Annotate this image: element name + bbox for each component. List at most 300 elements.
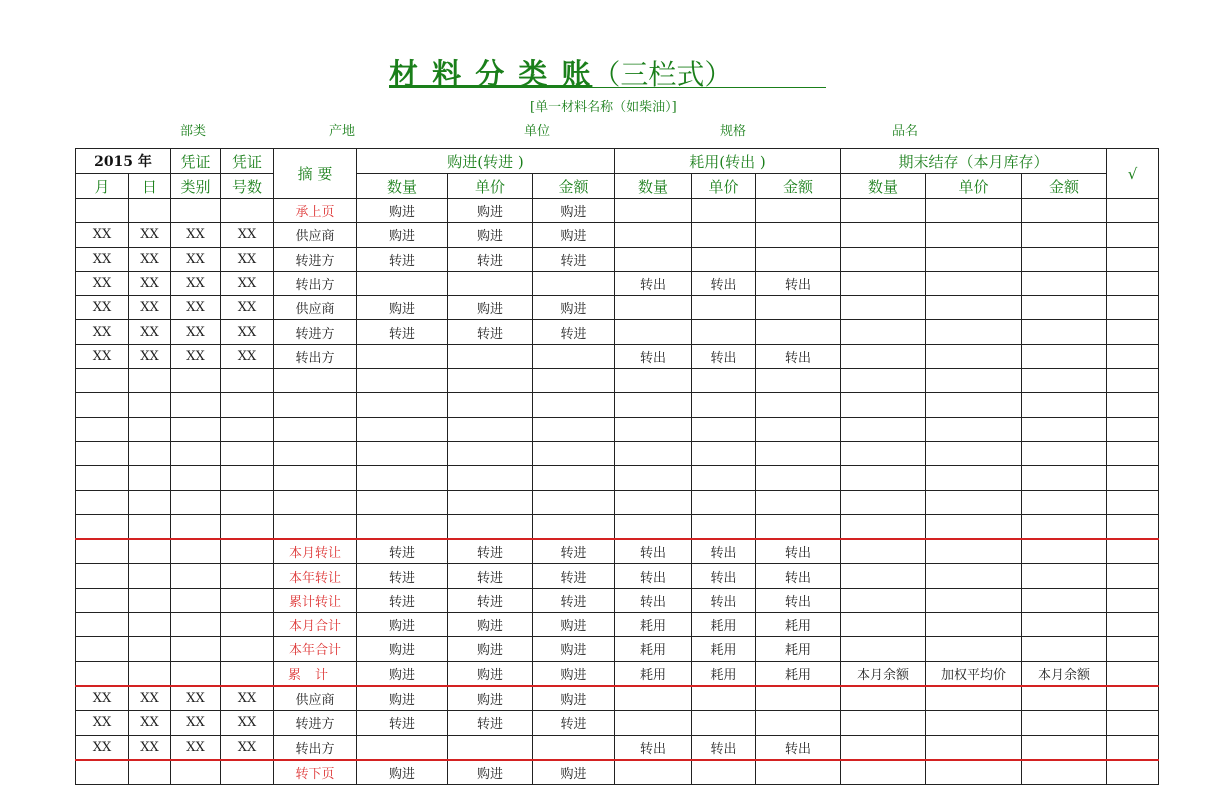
table-cell — [926, 637, 1022, 661]
table-cell — [756, 369, 841, 393]
table-cell: XX — [171, 247, 221, 271]
table-cell — [221, 613, 274, 637]
table-cell: XX — [171, 320, 221, 344]
table-cell — [615, 466, 692, 490]
table-cell — [533, 441, 615, 465]
table-cell — [221, 637, 274, 661]
header-ending-price: 单价 — [926, 174, 1022, 199]
table-cell — [1107, 490, 1159, 514]
table-cell — [1107, 686, 1159, 711]
table-cell: XX — [221, 223, 274, 247]
table-cell — [1022, 393, 1107, 417]
table-cell — [926, 735, 1022, 760]
table-cell: 转下页 — [274, 760, 357, 785]
table-cell: 转出 — [615, 735, 692, 760]
table-row — [76, 539, 1159, 564]
meta-origin: 产地 — [329, 124, 356, 139]
table-cell — [1022, 760, 1107, 785]
table-cell — [1022, 711, 1107, 735]
header-voucher-no-2: 号数 — [221, 174, 274, 199]
table-cell — [448, 393, 533, 417]
table-cell: XX — [129, 735, 171, 760]
table-cell: 购进 — [533, 661, 615, 686]
table-cell — [926, 490, 1022, 514]
table-cell: 转进 — [357, 539, 448, 564]
table-cell — [1022, 466, 1107, 490]
table-cell: 转出 — [756, 344, 841, 368]
table-row — [76, 711, 1159, 735]
table-cell: XX — [171, 296, 221, 320]
table-cell: 转进 — [448, 588, 533, 612]
table-cell — [926, 613, 1022, 637]
table-cell — [171, 637, 221, 661]
table-cell — [76, 441, 129, 465]
table-cell — [692, 247, 756, 271]
header-day: 日 — [129, 174, 171, 199]
table-cell: 本月合计 — [274, 613, 357, 637]
table-cell — [1022, 588, 1107, 612]
table-cell — [1022, 735, 1107, 760]
table-cell: 本月转让 — [274, 539, 357, 564]
table-cell: 转出 — [692, 564, 756, 588]
table-cell: 耗用 — [692, 637, 756, 661]
header-ending-amount: 金额 — [1022, 174, 1107, 199]
table-cell — [692, 490, 756, 514]
table-cell — [1022, 564, 1107, 588]
header-purchase: 购进(转进 ) — [357, 149, 615, 174]
table-row — [76, 564, 1159, 588]
table-cell: XX — [129, 320, 171, 344]
table-cell — [615, 296, 692, 320]
table-cell — [692, 417, 756, 441]
table-cell: 购进 — [533, 686, 615, 711]
table-cell: XX — [171, 344, 221, 368]
table-row — [76, 514, 1159, 539]
table-row — [76, 588, 1159, 612]
table-cell — [926, 223, 1022, 247]
table-cell — [274, 466, 357, 490]
table-row — [76, 613, 1159, 637]
table-cell — [841, 539, 926, 564]
table-cell: 耗用 — [756, 661, 841, 686]
table-cell: 转进 — [357, 711, 448, 735]
table-cell — [221, 490, 274, 514]
table-cell: XX — [221, 247, 274, 271]
header-ending-qty: 数量 — [841, 174, 926, 199]
table-cell — [129, 441, 171, 465]
table-cell — [926, 369, 1022, 393]
table-cell — [533, 735, 615, 760]
table-cell — [357, 344, 448, 368]
table-cell — [129, 539, 171, 564]
table-cell: 转出 — [756, 271, 841, 295]
table-cell — [221, 199, 274, 223]
table-row — [76, 686, 1159, 711]
meta-dept: 部类 — [180, 124, 207, 139]
table-cell — [1022, 686, 1107, 711]
table-cell: XX — [221, 686, 274, 711]
table-cell — [756, 417, 841, 441]
table-cell: XX — [76, 711, 129, 735]
table-row — [76, 223, 1159, 247]
table-cell — [615, 393, 692, 417]
table-cell — [76, 514, 129, 539]
material-subtitle: [单一材料名称（如柴油）] — [530, 100, 677, 115]
table-row — [76, 661, 1159, 686]
table-cell — [926, 393, 1022, 417]
table-cell — [615, 369, 692, 393]
table-cell — [756, 320, 841, 344]
table-cell — [171, 393, 221, 417]
table-cell — [841, 320, 926, 344]
table-cell — [1022, 247, 1107, 271]
table-cell — [171, 199, 221, 223]
table-cell — [76, 613, 129, 637]
table-cell — [1022, 441, 1107, 465]
table-cell — [1107, 393, 1159, 417]
table-cell: 转进 — [357, 564, 448, 588]
table-cell: 耗用 — [615, 613, 692, 637]
table-cell: 本月余额 — [1022, 661, 1107, 686]
table-cell — [926, 539, 1022, 564]
table-cell — [221, 466, 274, 490]
table-cell: XX — [129, 271, 171, 295]
table-cell — [841, 760, 926, 785]
table-cell — [926, 686, 1022, 711]
table-cell: 累计转让 — [274, 588, 357, 612]
table-cell: 购进 — [357, 199, 448, 223]
table-cell: 购进 — [533, 223, 615, 247]
header-purchase-qty: 数量 — [357, 174, 448, 199]
table-cell: XX — [76, 686, 129, 711]
table-cell — [841, 613, 926, 637]
table-cell: 转进 — [533, 539, 615, 564]
table-cell — [1022, 199, 1107, 223]
header-voucher-no-1: 凭证 — [221, 149, 274, 174]
table-cell: 转出 — [615, 344, 692, 368]
table-cell — [357, 735, 448, 760]
table-cell: 转进 — [448, 711, 533, 735]
table-cell — [756, 441, 841, 465]
table-cell — [1107, 223, 1159, 247]
table-cell — [926, 199, 1022, 223]
table-cell — [1107, 564, 1159, 588]
table-cell: XX — [221, 735, 274, 760]
table-cell: XX — [76, 344, 129, 368]
table-cell — [533, 514, 615, 539]
table-cell — [76, 760, 129, 785]
table-cell: 购进 — [448, 613, 533, 637]
table-cell — [926, 344, 1022, 368]
table-cell — [129, 490, 171, 514]
table-cell — [1107, 199, 1159, 223]
table-cell — [76, 661, 129, 686]
table-cell: 转进 — [448, 247, 533, 271]
table-cell: 转出 — [756, 564, 841, 588]
table-cell: XX — [221, 320, 274, 344]
table-cell — [357, 514, 448, 539]
table-cell: 累计 — [274, 661, 357, 686]
table-cell: 购进 — [448, 199, 533, 223]
table-row — [76, 296, 1159, 320]
table-cell — [692, 466, 756, 490]
table-cell — [1107, 271, 1159, 295]
table-cell: 购进 — [448, 686, 533, 711]
table-cell — [841, 686, 926, 711]
table-cell: 转进方 — [274, 320, 357, 344]
header-voucher-type-2: 类别 — [171, 174, 221, 199]
table-cell: 转出 — [615, 271, 692, 295]
table-cell — [171, 588, 221, 612]
table-cell — [1107, 613, 1159, 637]
table-cell — [171, 466, 221, 490]
table-cell — [756, 223, 841, 247]
table-cell: XX — [171, 711, 221, 735]
table-cell: 转进 — [357, 320, 448, 344]
table-cell — [1022, 539, 1107, 564]
table-cell — [221, 369, 274, 393]
table-cell — [756, 296, 841, 320]
table-cell: 购进 — [448, 637, 533, 661]
table-row — [76, 320, 1159, 344]
table-cell — [1022, 223, 1107, 247]
table-cell — [756, 490, 841, 514]
table-cell: 转出方 — [274, 344, 357, 368]
table-cell: 转出 — [692, 539, 756, 564]
table-cell — [76, 490, 129, 514]
table-cell — [692, 393, 756, 417]
table-cell — [841, 223, 926, 247]
header-row-1 — [76, 149, 1159, 174]
table-cell — [1107, 344, 1159, 368]
table-cell: 供应商 — [274, 223, 357, 247]
table-cell: 转进 — [357, 247, 448, 271]
table-cell — [615, 686, 692, 711]
table-cell — [76, 588, 129, 612]
table-cell — [926, 320, 1022, 344]
table-cell — [221, 564, 274, 588]
table-cell — [615, 417, 692, 441]
table-cell — [171, 417, 221, 441]
table-cell — [1107, 735, 1159, 760]
table-cell — [841, 564, 926, 588]
table-cell: 耗用 — [756, 637, 841, 661]
table-cell — [76, 199, 129, 223]
table-cell — [129, 588, 171, 612]
table-cell — [926, 564, 1022, 588]
table-cell — [756, 514, 841, 539]
table-cell: 购进 — [357, 637, 448, 661]
table-cell — [221, 760, 274, 785]
table-cell — [1022, 320, 1107, 344]
table-cell — [357, 490, 448, 514]
table-cell — [841, 637, 926, 661]
table-cell: 转出 — [615, 539, 692, 564]
table-cell — [221, 441, 274, 465]
header-voucher-type-1: 凭证 — [171, 149, 221, 174]
meta-name: 品名 — [892, 124, 919, 139]
table-cell — [129, 564, 171, 588]
table-cell: 购进 — [357, 686, 448, 711]
table-cell — [1107, 247, 1159, 271]
table-cell: 转出方 — [274, 735, 357, 760]
table-cell — [357, 417, 448, 441]
header-check-mark: √ — [1107, 149, 1159, 199]
table-cell — [1107, 369, 1159, 393]
table-cell — [841, 296, 926, 320]
table-cell — [926, 711, 1022, 735]
ledger-body — [76, 199, 1159, 785]
table-cell: XX — [76, 247, 129, 271]
table-cell: XX — [221, 296, 274, 320]
table-cell — [533, 271, 615, 295]
table-cell: XX — [76, 320, 129, 344]
table-cell — [841, 199, 926, 223]
header-usage: 耗用(转出 ) — [615, 149, 841, 174]
table-cell — [129, 199, 171, 223]
table-cell: XX — [171, 686, 221, 711]
table-cell — [841, 514, 926, 539]
table-cell — [171, 613, 221, 637]
table-cell — [357, 466, 448, 490]
table-cell: 耗用 — [692, 661, 756, 686]
table-cell — [274, 514, 357, 539]
table-cell — [615, 514, 692, 539]
table-cell: 供应商 — [274, 296, 357, 320]
table-cell: 转进 — [448, 564, 533, 588]
table-row — [76, 417, 1159, 441]
table-cell — [129, 637, 171, 661]
table-cell: 本年合计 — [274, 637, 357, 661]
table-cell — [1022, 490, 1107, 514]
table-cell — [1022, 271, 1107, 295]
table-cell — [448, 271, 533, 295]
table-cell — [692, 320, 756, 344]
table-cell — [692, 514, 756, 539]
table-cell: 耗用 — [615, 661, 692, 686]
table-cell — [448, 441, 533, 465]
table-cell — [129, 760, 171, 785]
header-summary: 摘 要 — [274, 149, 357, 199]
table-row — [76, 441, 1159, 465]
table-cell — [1107, 711, 1159, 735]
table-cell: XX — [76, 296, 129, 320]
table-cell — [448, 417, 533, 441]
table-row — [76, 344, 1159, 368]
table-cell: XX — [221, 344, 274, 368]
table-cell — [221, 661, 274, 686]
table-cell — [171, 564, 221, 588]
table-cell: 耗用 — [692, 613, 756, 637]
table-cell: 转进 — [357, 588, 448, 612]
table-cell — [926, 588, 1022, 612]
table-cell: 购进 — [448, 296, 533, 320]
title-sub: （三栏式） — [592, 58, 733, 91]
table-cell — [448, 735, 533, 760]
table-cell — [1022, 637, 1107, 661]
table-cell — [448, 466, 533, 490]
table-cell — [756, 466, 841, 490]
table-cell — [533, 417, 615, 441]
table-cell — [221, 539, 274, 564]
table-cell — [756, 686, 841, 711]
table-cell — [841, 735, 926, 760]
table-cell: XX — [76, 735, 129, 760]
table-cell — [841, 466, 926, 490]
table-cell — [357, 393, 448, 417]
table-cell — [1107, 320, 1159, 344]
table-cell: 转进 — [533, 711, 615, 735]
table-cell — [615, 490, 692, 514]
table-cell: 转出 — [756, 735, 841, 760]
table-cell — [756, 199, 841, 223]
table-row — [76, 369, 1159, 393]
table-cell — [692, 711, 756, 735]
table-cell — [756, 393, 841, 417]
table-cell: XX — [171, 271, 221, 295]
table-cell — [171, 369, 221, 393]
table-cell — [171, 441, 221, 465]
table-cell: XX — [129, 686, 171, 711]
table-cell — [129, 661, 171, 686]
header-row-2 — [76, 174, 1159, 199]
table-cell: 购进 — [533, 637, 615, 661]
table-cell — [533, 490, 615, 514]
header-usage-amount: 金额 — [756, 174, 841, 199]
table-cell — [76, 393, 129, 417]
table-cell — [841, 393, 926, 417]
table-cell — [76, 564, 129, 588]
table-cell: 购进 — [357, 760, 448, 785]
table-cell — [841, 247, 926, 271]
table-cell: 本月余额 — [841, 661, 926, 686]
table-cell — [533, 344, 615, 368]
table-cell — [357, 271, 448, 295]
table-cell — [221, 417, 274, 441]
table-cell: 购进 — [357, 296, 448, 320]
table-cell: 购进 — [448, 760, 533, 785]
table-cell — [1022, 613, 1107, 637]
table-cell — [448, 344, 533, 368]
table-cell — [926, 247, 1022, 271]
table-cell — [926, 466, 1022, 490]
table-cell — [1022, 369, 1107, 393]
table-cell — [129, 393, 171, 417]
table-cell — [926, 271, 1022, 295]
table-cell — [615, 223, 692, 247]
table-cell — [841, 441, 926, 465]
table-cell: 转出方 — [274, 271, 357, 295]
table-cell — [274, 441, 357, 465]
table-cell — [926, 441, 1022, 465]
table-cell — [926, 417, 1022, 441]
table-cell — [692, 686, 756, 711]
table-cell: XX — [76, 271, 129, 295]
table-cell — [1022, 296, 1107, 320]
header-usage-qty: 数量 — [615, 174, 692, 199]
table-cell — [615, 320, 692, 344]
table-cell — [533, 466, 615, 490]
table-cell: 转出 — [615, 564, 692, 588]
header-year: 2015 年 — [76, 149, 171, 174]
table-row — [76, 393, 1159, 417]
table-cell — [533, 393, 615, 417]
table-cell: XX — [129, 711, 171, 735]
table-cell — [274, 490, 357, 514]
table-cell — [76, 539, 129, 564]
table-cell — [129, 613, 171, 637]
table-cell: XX — [129, 223, 171, 247]
